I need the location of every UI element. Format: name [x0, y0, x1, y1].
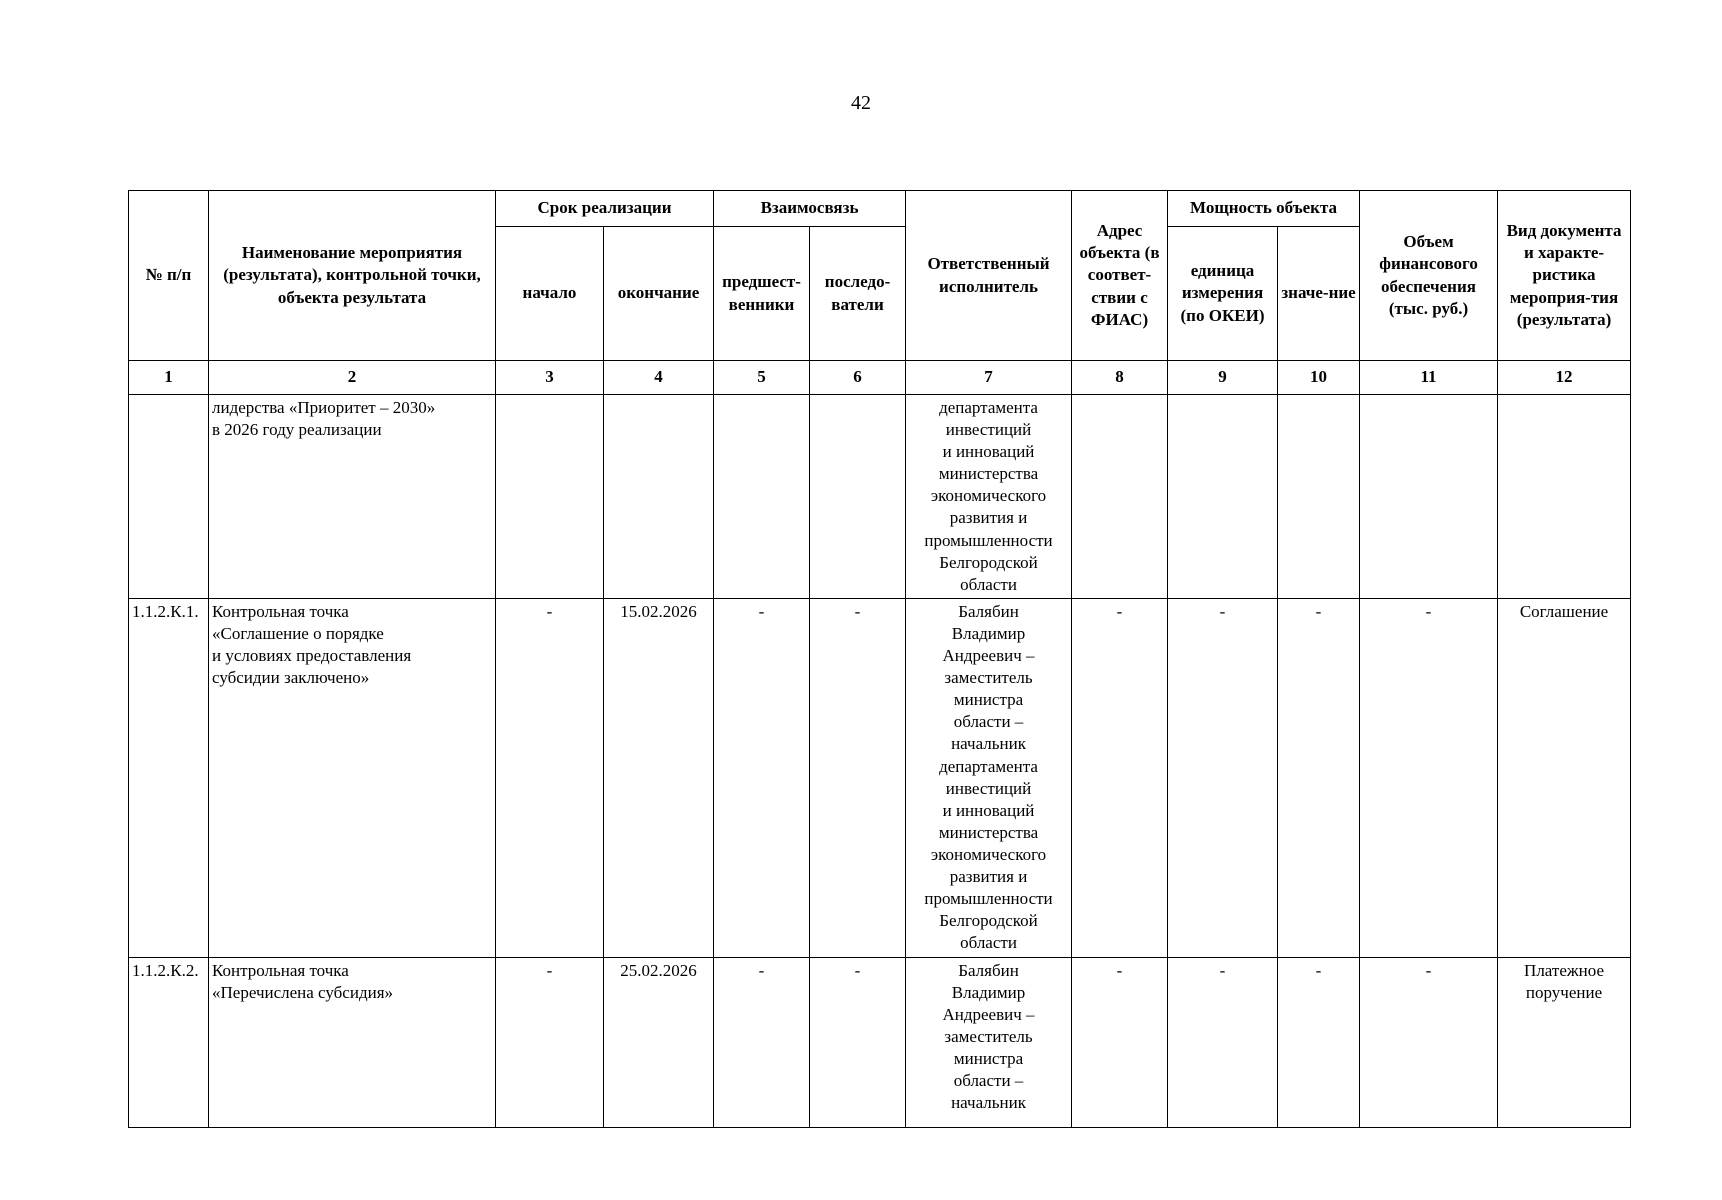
row-start	[496, 395, 604, 599]
column-number: 9	[1168, 361, 1278, 395]
row-successors: -	[810, 598, 906, 957]
row-code: 1.1.2.К.2.	[129, 957, 209, 1127]
header-name: Наименование мероприятия (результата), контрольной точки, объекта результата	[209, 191, 496, 361]
row-start: -	[496, 957, 604, 1127]
header-term: Срок реализации	[496, 191, 714, 227]
row-executor: Балябин Владимир Андреевич – заместитель министра области – начальник департамента инвестиций и инноваций министерства экономического развития и промышленности Белгородской области	[906, 598, 1072, 957]
column-number: 5	[714, 361, 810, 395]
row-predecessors: -	[714, 598, 810, 957]
row-end	[604, 395, 714, 599]
row-doc-type: Платежное поручение	[1498, 957, 1631, 1127]
header-num: № п/п	[129, 191, 209, 361]
column-number: 7	[906, 361, 1072, 395]
row-code: 1.1.2.К.1.	[129, 598, 209, 957]
row-unit: -	[1168, 957, 1278, 1127]
row-predecessors	[714, 395, 810, 599]
table-row	[129, 957, 1631, 1127]
header-capacity: Мощность объекта	[1168, 191, 1360, 227]
column-number: 1	[129, 361, 209, 395]
row-executor: департамента инвестиций и инноваций министерства экономического развития и промышленности Белгородской области	[906, 395, 1072, 599]
row-start: -	[496, 598, 604, 957]
row-address	[1072, 395, 1168, 599]
row-name: Контрольная точка «Соглашение о порядке и условиях предоставления субсидии заключено»	[209, 598, 496, 957]
header-start: начало	[496, 227, 604, 361]
row-value: -	[1278, 598, 1360, 957]
row-funding: -	[1360, 957, 1498, 1127]
row-unit	[1168, 395, 1278, 599]
row-executor: Балябин Владимир Андреевич – заместитель министра области – начальник	[906, 957, 1072, 1127]
row-predecessors: -	[714, 957, 810, 1127]
column-number: 4	[604, 361, 714, 395]
header-end: окончание	[604, 227, 714, 361]
header-successors: последо-ватели	[810, 227, 906, 361]
row-name: лидерства «Приоритет – 2030» в 2026 году реализации	[209, 395, 496, 599]
header-address: Адрес объекта (в соответ-ствии с ФИАС)	[1072, 191, 1168, 361]
header-value: значе-ние	[1278, 227, 1360, 361]
column-number: 11	[1360, 361, 1498, 395]
header-doc-type: Вид документа и характе-ристика мероприя-тия (результата)	[1498, 191, 1631, 361]
row-doc-type: Соглашение	[1498, 598, 1631, 957]
row-end: 15.02.2026	[604, 598, 714, 957]
row-end: 25.02.2026	[604, 957, 714, 1127]
row-address: -	[1072, 957, 1168, 1127]
row-successors	[810, 395, 906, 599]
row-name: Контрольная точка «Перечислена субсидия»	[209, 957, 496, 1127]
column-number: 6	[810, 361, 906, 395]
header-link: Взаимосвязь	[714, 191, 906, 227]
header-executor: Ответственный исполнитель	[906, 191, 1072, 361]
header-row-1	[129, 191, 1631, 227]
row-successors: -	[810, 957, 906, 1127]
column-number: 8	[1072, 361, 1168, 395]
row-address: -	[1072, 598, 1168, 957]
column-number-row	[129, 361, 1631, 395]
column-number: 10	[1278, 361, 1360, 395]
table-row	[129, 598, 1631, 957]
row-doc-type	[1498, 395, 1631, 599]
column-number: 3	[496, 361, 604, 395]
row-funding: -	[1360, 598, 1498, 957]
column-number: 12	[1498, 361, 1631, 395]
page-number: 42	[851, 92, 871, 114]
header-funding: Объем финансового обеспечения (тыс. руб.)	[1360, 191, 1498, 361]
column-number: 2	[209, 361, 496, 395]
header-unit: единица измерения (по ОКЕИ)	[1168, 227, 1278, 361]
row-funding	[1360, 395, 1498, 599]
table-row	[129, 395, 1631, 599]
row-unit: -	[1168, 598, 1278, 957]
header-predecessors: предшест-венники	[714, 227, 810, 361]
events-table	[128, 190, 1631, 1128]
row-code	[129, 395, 209, 599]
row-value	[1278, 395, 1360, 599]
row-value: -	[1278, 957, 1360, 1127]
